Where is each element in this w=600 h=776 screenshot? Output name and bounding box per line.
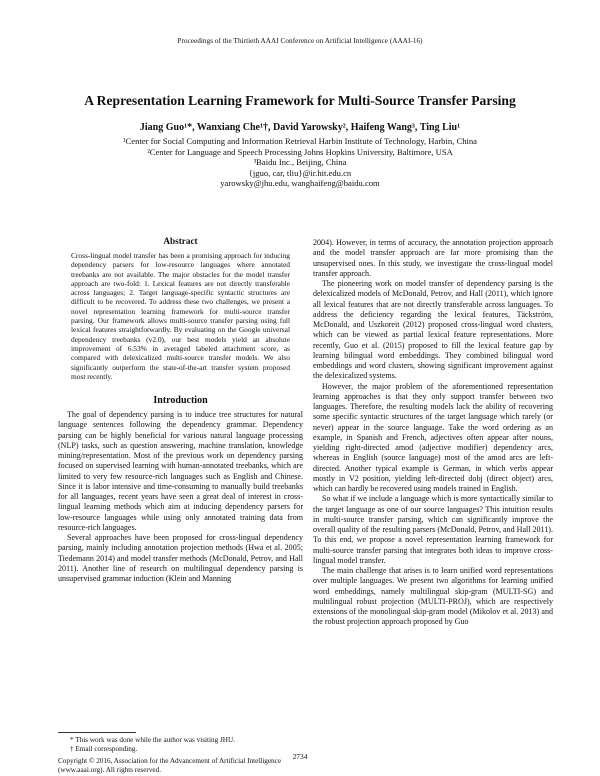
right-paragraph-2: The pioneering work on model transfer of dependency parsing is the delexicalized models of McDonald, Petrov, and Hall (2011), which ignore all lexical features that are not directly transferable across languages. To address the deficiency regarding the lexical features, Täckström, McDonald, and Uszkoreit (2012) proposed cross-lingual word clusters, which can be viewed as partial lexical feature representations. More recently, Guo et al. (2015) proposed to fill the lexical feature gap by learning bilingual word embeddings. They combined bilingual word embeddings and word clusters, showing significant improvement against the delexicalized systems. [313, 279, 553, 381]
right-paragraph-1: 2004). However, in terms of accuracy, the annotation projection approach and the model transfer approach are far more promising than the unsupervised ones. In this study, we investigate the cross-lingual model transfer approach. [313, 238, 553, 278]
affiliation-1: ¹Center for Social Computing and Information Retrieval Harbin Institute of Technology, Harbin, China [122, 136, 477, 146]
right-paragraph-4: So what if we include a language which is more syntactically similar to the target language as one of our source languages? This intuition results in multi-source transfer parsing, which can significantly improve the overall quality of the resulting parsers (McDonald, Petrov, and Hall 2011). To this end, we propose a novel representation learning framework for multi-source transfer parsing that integrates both ideas to improve cross-lingual model transfer. [313, 494, 553, 565]
right-column [313, 238, 553, 628]
right-paragraph-5: The main challenge that arises is to learn unified word representations over multiple languages. We present two algorithms for learning unified word embeddings, namely multilingual skip-gram (MULTI-SG) and multilingual robust projection (MULTI-PROJ), which are respectively extensions of the monolingual skip-gram model (Mikolov et al. 2013) and the robust projection approach proposed by Guo [313, 566, 553, 627]
email-line-1: {jguo, car, tliu}@ir.hit.edu.cn [248, 167, 352, 178]
affiliation-2: ²Center for Language and Speech Processing Johns Hopkins University, Baltimore, USA [147, 146, 453, 157]
author-list: Jiang Guo¹*, Wanxiang Che¹†, David Yarowsky², Haifeng Wang³, Ting Liu¹ [139, 122, 461, 133]
paper-title: A Representation Learning Framework for Multi-Source Transfer Parsing [84, 93, 516, 108]
intro-paragraph-2: Several approaches have been proposed for cross-lingual dependency parsing, mainly including annotation projection methods (Hwa et al. 2005; Tiedemann 2014) and model transfer methods (McDonald, Petrov, and Hall 2011). Another line of research on multilingual dependency parsing is unsupervised grammar induction (Klein and Manning [58, 533, 303, 584]
footnote-divider [58, 732, 136, 733]
copyright-notice: Copyright © 2016, Association for the Advancement of Artificial Intelligence (www.aaai.org). All rights reserved. [58, 757, 282, 774]
introduction-heading: Introduction [153, 395, 208, 407]
email-line-2: yarowsky@jhu.edu, wanghaifeng@baidu.com [220, 178, 380, 189]
abstract-heading: Abstract [163, 236, 198, 246]
page-number: 2734 [292, 752, 308, 761]
left-column [58, 236, 303, 584]
running-head: Proceedings of the Thirtieth AAAI Conference on Artificial Intelligence (AAAI-16) [177, 37, 423, 45]
footnote-2: † Email corresponding. [70, 745, 138, 753]
abstract-text: Cross-lingual model transfer has been a promising approach for inducing dependency parsers for low-resource languages where annotated treebanks are not available. The major obstacles for the model transfer approach are two-fold: 1. Lexical features are not directly transferable across languages; 2. Target language-specific syntactic structures are difficult to be recovered. To address these two challenges, we present a novel representation learning framework for multi-source transfer parsing. Our framework allows multi-source transfer parsing using full lexical features straightforwardly. By evaluating on the Google universal dependency treebanks (v2.0), our best models yield an absolute improvement of 6.53% in averaged labeled attachment score, as compared with delexicalized multi-source transfer models. We also significantly outperform the state-of-the-art transfer system proposed most recently. [71, 251, 290, 381]
intro-paragraph-1: The goal of dependency parsing is to induce tree structures for natural language sentences following the dependency grammar. Dependency parsing can be highly beneficial for various natural language processing (NLP) tasks, such as question answering, machine translation, knowledge mining/representation. Most of the previous work on dependency parsing focused on supervised learning with human-annotated treebanks, which are limited to very few resource-rich languages such as English and Chinese. Since it is labor intensive and time-consuming to manually build treebanks for all languages, recent years have seen a great deal of interest in cross-lingual learning methods which aim at inducing dependency parsers for low-resource languages while using only annotated training data from resource-rich languages. [58, 410, 303, 532]
right-paragraph-3: However, the major problem of the aforementioned representation learning approaches is that they only support transfer between two languages. Therefore, the resulting models lack the ability of recovering some specific syntactic structures of the target language which rarely (or never) appear in the source language. Take the word ordering as an example, in Spanish and French, adjectives often appear after nouns, yielding right-directed amod (adjective modifier) dependency arcs, whereas in English (source language) most of the amod arcs are left-directed. Another typical example is German, in which verbs appear mostly in V2 position, yielding left-directed dobj (direct object) arcs, which can hardly be recovered using models trained in English. [313, 381, 553, 493]
affiliation-3: ³Baidu Inc., Beijing, China [253, 157, 347, 168]
affiliations [0, 136, 600, 189]
footnote-1: * This work was done while the author was visiting JHU. [70, 736, 235, 744]
